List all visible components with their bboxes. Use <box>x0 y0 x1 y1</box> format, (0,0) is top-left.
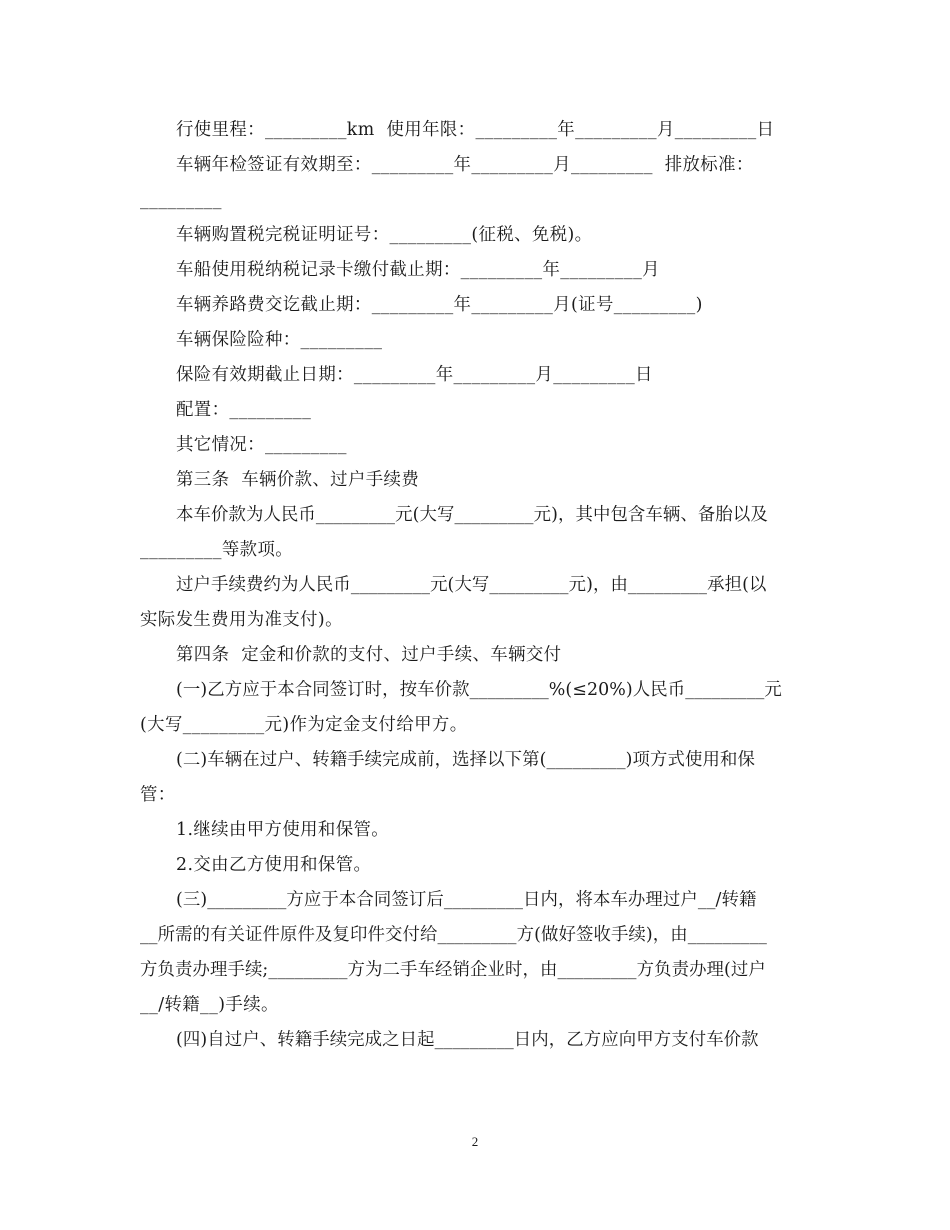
transfer-procedure-continuation-3: __/转籍__)手续。 <box>140 995 279 1015</box>
page-number: 2 <box>471 1134 479 1149</box>
transfer-fee-line: 过户手续费约为人民币_________元(大写_________元)，由_________承担(以 <box>176 575 767 595</box>
configuration-line: 配置：_________ <box>176 400 312 420</box>
emission-standard-blank: _________ <box>140 190 222 210</box>
insurance-type-line: 车辆保险险种：_________ <box>176 330 383 350</box>
transfer-procedure-continuation-2: 方负责办理手续;_________方为二手车经销企业时，由_________方负责办理(过户 <box>140 960 766 980</box>
payment-clause-line: (四)自过户、转籍手续完成之日起_________日内，乙方应向甲方支付车价款 <box>176 1030 759 1050</box>
option-two-line: 2.交由乙方使用和保管。 <box>176 855 372 875</box>
vehicle-tax-line: 车船使用税纳税记录卡缴付截止期：_________年_________月 <box>176 260 660 280</box>
deposit-clause-continuation: (大写_________元)作为定金支付给甲方。 <box>140 715 468 735</box>
other-conditions-line: 其它情况：_________ <box>176 435 347 455</box>
road-maintenance-fee-line: 车辆养路费交讫截止期：_________年_________月(证号_________) <box>176 295 703 315</box>
option-one-line: 1.继续由甲方使用和保管。 <box>176 820 390 840</box>
usage-custody-continuation: 管： <box>140 785 176 805</box>
vehicle-price-line: 本车价款为人民币_________元(大写_________元)，其中包含车辆、备胎以及 <box>176 505 768 525</box>
inspection-validity-line: 车辆年检签证有效期至：_________年_________月_________ 排放标准： <box>176 155 754 175</box>
insurance-expiry-line: 保险有效期截止日期：_________年_________月_________日 <box>176 365 653 385</box>
mileage-line: 行使里程：_________km 使用年限：_________年_________月_________日 <box>176 120 775 140</box>
transfer-fee-continuation: 实际发生费用为准支付)。 <box>140 610 343 630</box>
deposit-clause-line: (一)乙方应于本合同签订时，按车价款_________%(≤20%)人民币_________元 <box>176 680 782 700</box>
transfer-procedure-clause-line: (三)_________方应于本合同签订后_________日内，将本车办理过户__/转籍 <box>176 890 757 910</box>
article-three-heading: 第三条 车辆价款、过户手续费 <box>176 470 420 490</box>
vehicle-price-continuation: _________等款项。 <box>140 540 294 560</box>
transfer-procedure-continuation-1: __所需的有关证件原件及复印件交付给_________方(做好签收手续)，由_________ <box>140 925 767 945</box>
usage-custody-clause-line: (二)车辆在过户、转籍手续完成前，选择以下第(_________)项方式使用和保 <box>176 750 755 770</box>
purchase-tax-line: 车辆购置税完税证明证号：_________(征税、免税)。 <box>176 225 593 245</box>
article-four-heading: 第四条 定金和价款的支付、过户手续、车辆交付 <box>176 645 562 665</box>
contract-body <box>140 113 812 1058</box>
